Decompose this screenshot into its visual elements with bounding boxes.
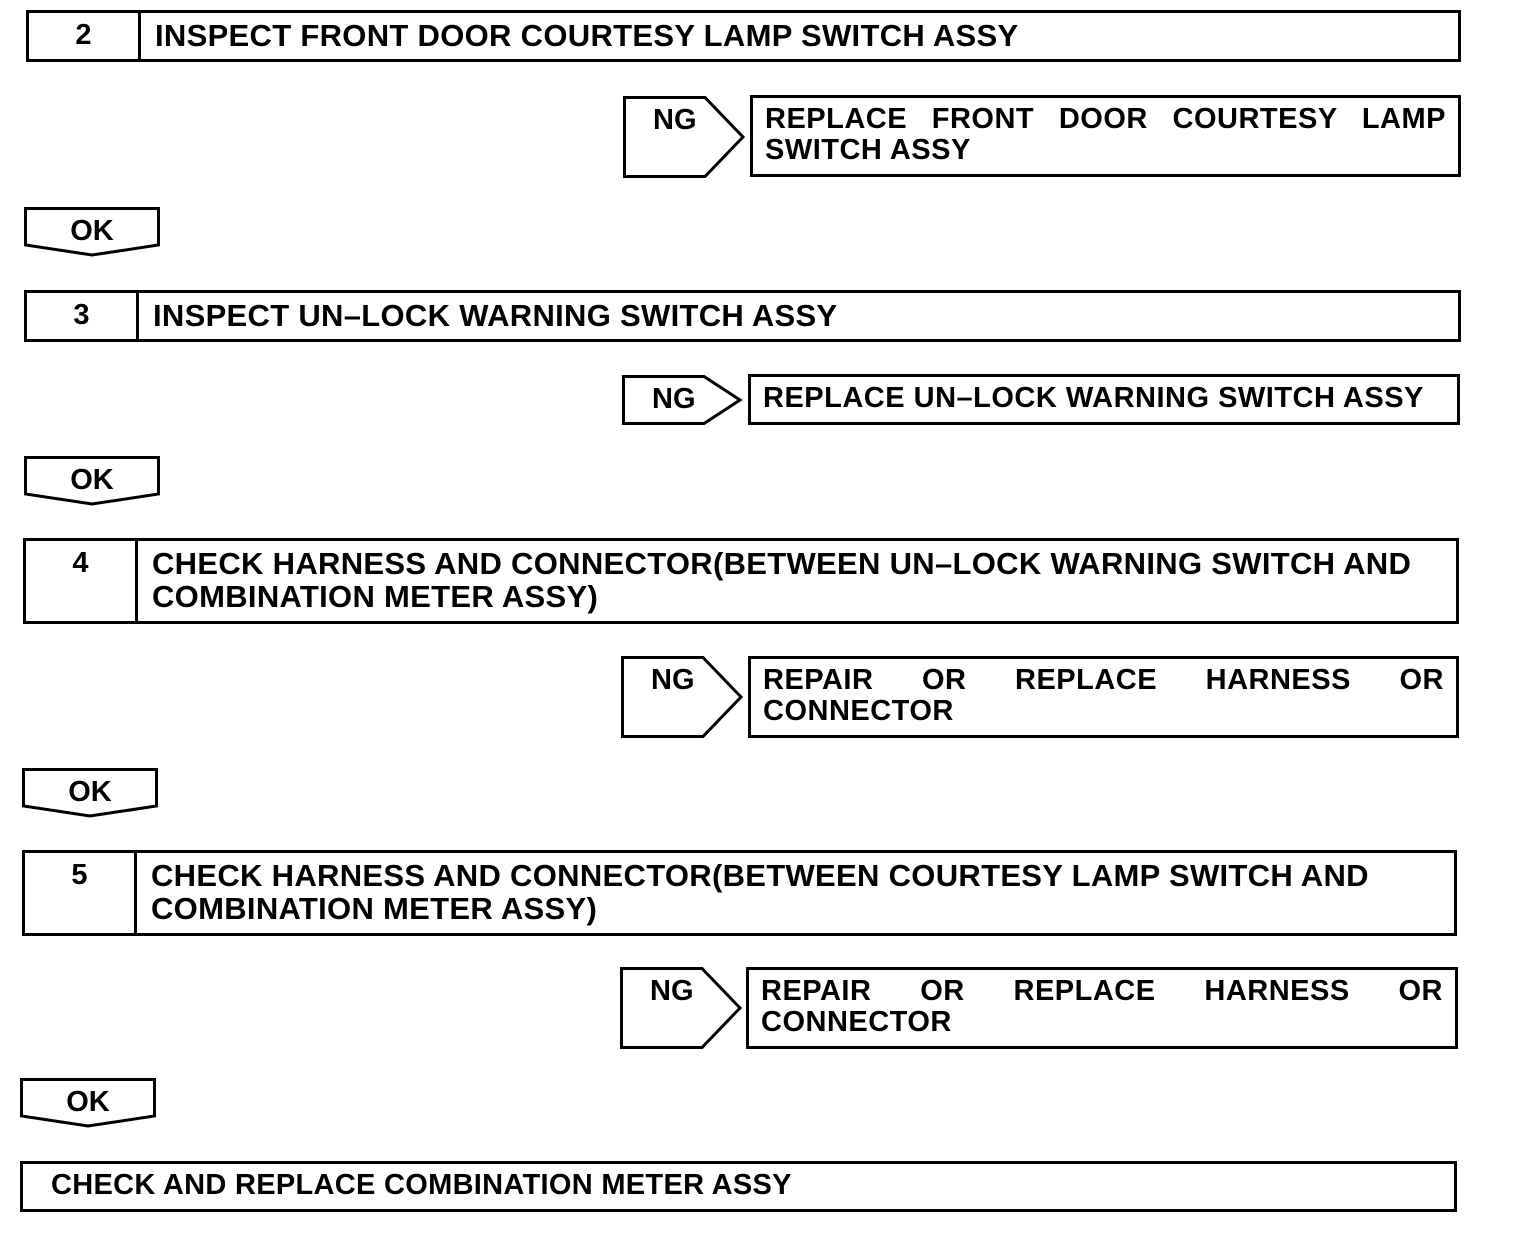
step-3-box: [24, 290, 1461, 342]
ok-branch-tag: [24, 456, 160, 506]
ng-action-box: [748, 656, 1459, 738]
step-title: CHECK HARNESS AND CONNECTOR(BETWEEN UN–LOCK WARNING SWITCH AND COMBINATION METER ASSY): [152, 546, 1412, 614]
step-number: 4: [26, 541, 138, 621]
ng-label: NG: [651, 664, 695, 696]
ok-branch-tag: [20, 1078, 156, 1128]
ng-label: NG: [650, 975, 694, 1007]
step-number: 5: [25, 853, 137, 933]
step-title: INSPECT FRONT DOOR COURTESY LAMP SWITCH ASSY: [155, 18, 1019, 53]
step-4-box: [23, 538, 1459, 624]
ng-action-box: [746, 967, 1458, 1049]
step-title: CHECK HARNESS AND CONNECTOR(BETWEEN COURTESY LAMP SWITCH AND COMBINATION METER ASSY): [151, 858, 1369, 926]
ok-label: OK: [70, 464, 114, 496]
ng-branch-tag: [622, 375, 744, 455]
ng-branch-tag: [623, 96, 745, 176]
step-number: 2: [29, 13, 141, 59]
ng-action-text: REPLACE FRONT DOOR COURTESY LAMP SWITCH ASSY: [765, 103, 1446, 166]
ok-branch-tag: [24, 207, 160, 257]
ng-action-text: REPLACE UN–LOCK WARNING SWITCH ASSY: [763, 382, 1424, 414]
ng-branch-tag: [621, 656, 743, 736]
ng-branch-tag: [620, 967, 742, 1047]
ng-action-text: REPAIR OR REPLACE HARNESS OR CONNECTOR: [763, 664, 1444, 727]
ok-label: OK: [66, 1086, 110, 1118]
step-title: INSPECT UN–LOCK WARNING SWITCH ASSY: [153, 298, 838, 333]
ng-label: NG: [653, 104, 697, 136]
ok-label: OK: [68, 776, 112, 808]
step-5-box: [22, 850, 1457, 936]
final-step-box: [20, 1161, 1457, 1212]
ng-action-box: [748, 374, 1460, 425]
ok-label: OK: [70, 215, 114, 247]
step-2-box: [26, 10, 1461, 62]
ok-branch-tag: [22, 768, 158, 818]
ng-action-box: [750, 95, 1461, 177]
step-number: 3: [27, 293, 139, 339]
final-step-text: CHECK AND REPLACE COMBINATION METER ASSY: [51, 1169, 792, 1201]
ng-label: NG: [652, 383, 696, 415]
ng-action-text: REPAIR OR REPLACE HARNESS OR CONNECTOR: [761, 975, 1443, 1038]
